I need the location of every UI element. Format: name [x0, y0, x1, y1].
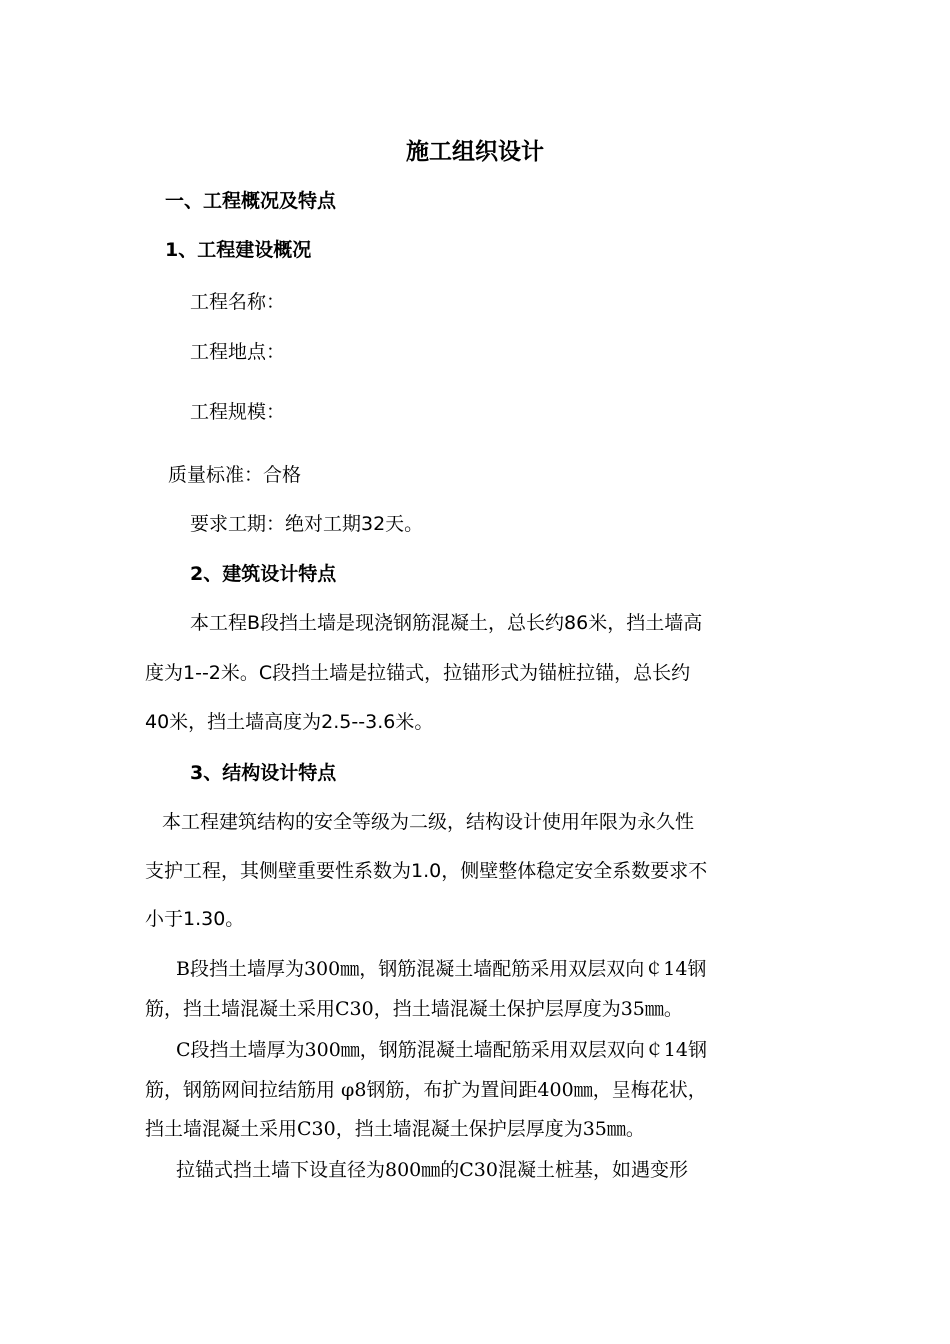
- project-location-label: 工程地点：: [190, 341, 286, 363]
- paragraph-line: B段挡土墙厚为300㎜，钢筋混凝土墙配筋采用双层双向￠14钢: [176, 958, 707, 980]
- subsection-heading-construction-overview: 1、工程建设概况: [165, 239, 312, 261]
- required-period-line: 要求工期：绝对工期32天。: [190, 513, 424, 535]
- section-heading-overview: 一、工程概况及特点: [165, 190, 337, 212]
- paragraph-line: 支护工程，其侧壁重要性系数为1.0，侧壁整体稳定安全系数要求不: [145, 860, 708, 882]
- paragraph-line: 筋，钢筋网间拉结筋用 φ8钢筋，布扩为置间距400㎜，呈梅花状，: [145, 1079, 707, 1101]
- paragraph-line: 挡土墙混凝土采用C30，挡土墙混凝土保护层厚度为35㎜。: [145, 1118, 645, 1140]
- document-title: 施工组织设计: [406, 139, 544, 165]
- paragraph-line: 小于1.30。: [145, 908, 245, 930]
- paragraph-line: 筋，挡土墙混凝土采用C30，挡土墙混凝土保护层厚度为35㎜。: [145, 998, 683, 1020]
- paragraph-line: 本工程B段挡土墙是现浇钢筋混凝土，总长约86米，挡土墙高: [190, 612, 703, 634]
- project-scale-label: 工程规模：: [190, 401, 286, 423]
- paragraph-line: C段挡土墙厚为300㎜，钢筋混凝土墙配筋采用双层双向￠14钢: [176, 1039, 707, 1061]
- quality-standard-line: 质量标准：合格: [168, 464, 302, 486]
- paragraph-line: 40米，挡土墙高度为2.5--3.6米。: [145, 711, 434, 733]
- paragraph-line: 本工程建筑结构的安全等级为二级，结构设计使用年限为永久性: [162, 811, 695, 833]
- paragraph-line: 拉锚式挡土墙下设直径为800㎜的C30混凝土桩基，如遇变形: [176, 1159, 688, 1181]
- project-name-label: 工程名称：: [190, 291, 286, 313]
- paragraph-line: 度为1--2米。C段挡土墙是拉锚式，拉锚形式为锚桩拉锚，总长约: [145, 662, 691, 684]
- subsection-heading-structure: 3、结构设计特点: [190, 762, 337, 784]
- subsection-heading-architecture: 2、建筑设计特点: [190, 563, 337, 585]
